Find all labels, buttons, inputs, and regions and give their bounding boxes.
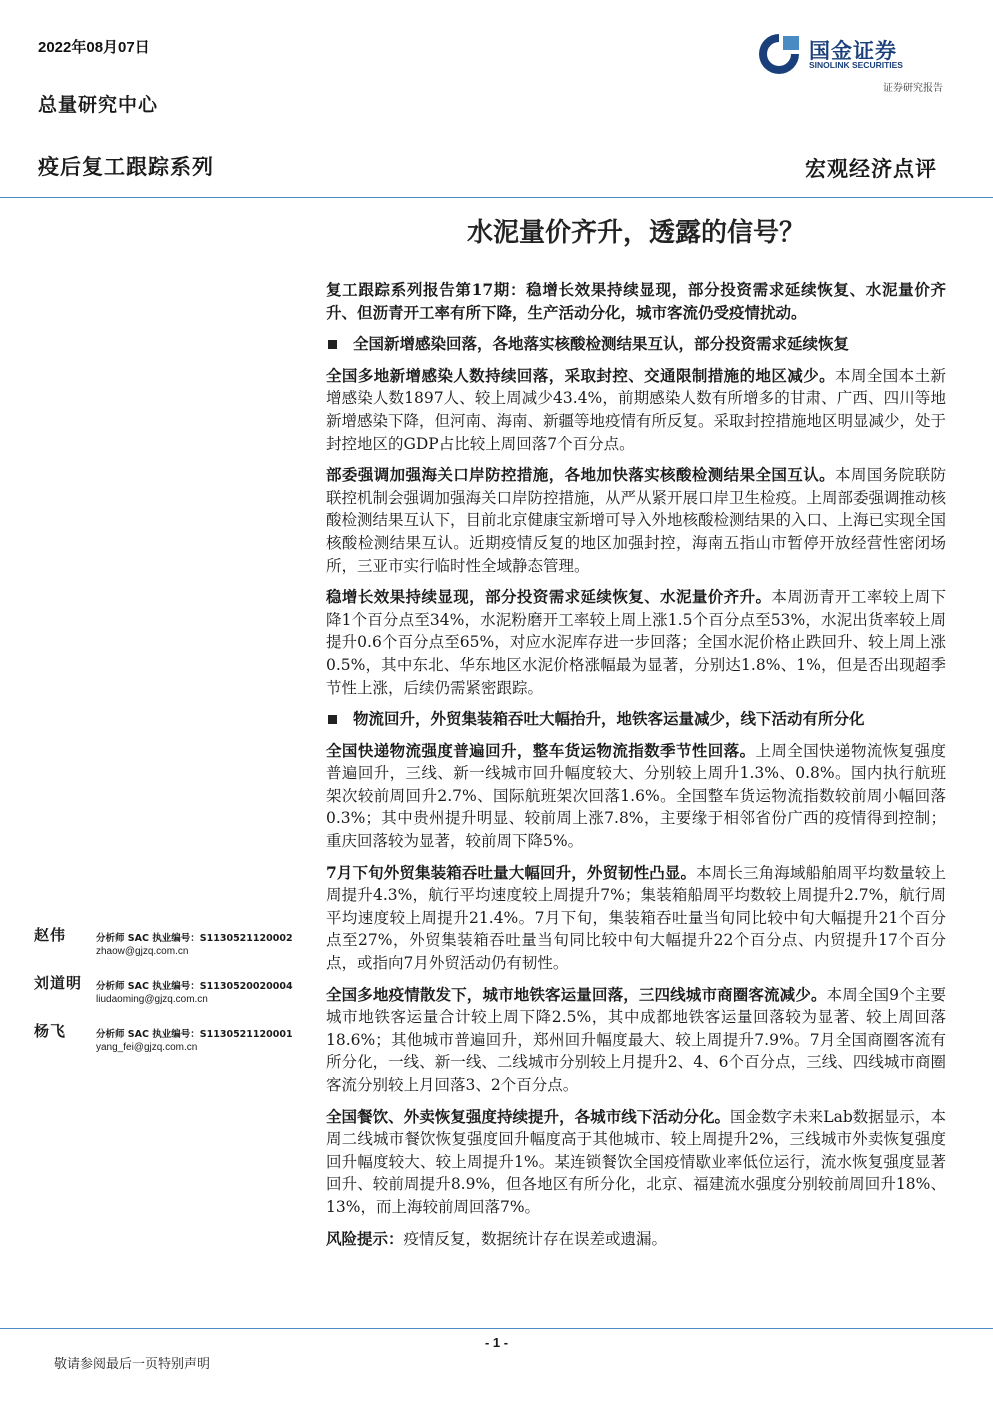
analyst-entry <box>34 1020 314 1068</box>
report-title: 水泥量价齐升，透露的信号？ <box>466 218 805 248</box>
section-heading-text: 全国新增感染回落，各地落实核酸检测结果互认，部分投资需求延续恢复 <box>353 334 850 354</box>
footer-rule <box>0 1328 993 1329</box>
report-type: 证券研究报告 <box>883 83 943 94</box>
analyst-name: 赵伟 <box>34 926 67 944</box>
paragraph <box>326 586 946 699</box>
paragraph-lead: 稳增长效果持续显现，部分投资需求延续恢复、水泥量价齐升。 <box>326 587 772 607</box>
section-heading-text: 物流回升，外贸集装箱吞吐大幅抬升，地铁客运量减少，线下活动有所分化 <box>353 709 865 729</box>
analyst-email[interactable]: yang_fei@gjzq.com.cn <box>96 1042 198 1053</box>
analyst-name: 杨飞 <box>34 1022 67 1040</box>
analyst-email[interactable]: zhaow@gjzq.com.cn <box>96 946 189 957</box>
disclaimer-note: 敬请参阅最后一页特别声明 <box>54 1357 211 1372</box>
report-body <box>326 279 946 1259</box>
paragraph-text: 本周国务院联防联控机制会强调加强海关口岸防控措施，从严从紧开展口岸卫生检疫。上周部委强调推动核酸检测结果互认下，目前北京健康宝新增可导入外地核酸检测结果的入口、上海已实现全国核酸检测结果互认。近期疫情反复的地区加强封控，海南五指山市暂停开放经营性密闭场所，三亚市实行临时性全域静态管理。 <box>326 466 947 575</box>
paragraph-text: 本周全国9个主要城市地铁客运量合计较上周下降2.5%，其中成都地铁客运量回落较为显著、较上周回落18.6%；其他城市普遍回升，郑州回升幅度最大、较上周提升7.9%。7月全国商圈客流有所分化，一线、新一线、二线城市分别较上月提升2、4、6个百分点，三线、四线城市商圈客流分别较上月回落3、2个百分点。 <box>326 985 946 1094</box>
logo-mark-icon <box>757 32 803 76</box>
analyst-cert: 分析师 SAC 执业编号：S1130520020004 <box>96 981 293 992</box>
logo-text-cn: 国金证券 <box>809 39 897 63</box>
paragraph <box>326 740 946 853</box>
paragraph-lead: 部委强调加强海关口岸防控措施，各地加快落实核酸检测结果全国互认。 <box>326 465 836 485</box>
square-bullet-icon <box>328 340 337 349</box>
header-rule <box>0 197 993 198</box>
risk-warning <box>326 1228 946 1251</box>
paragraph <box>326 984 946 1097</box>
paragraph-text: 上周全国快递物流恢复强度普遍回升，三线、新一线城市回升幅度较大、分别较上周升1.3%、0.8%。国内执行航班架次较前周回升2.7%、国际航班架次回落1.6%。全国整车货运物流指数较前周小幅回落0.3%；其中贵州提升明显、较前周上涨7.8%，主要缘于相邻省份广西的疫情得到控制；重庆回落较为显著，较前周下降5%。 <box>326 741 946 851</box>
analyst-entry <box>34 972 314 1020</box>
paragraph-lead: 全国多地疫情散发下，城市地铁客运量回落，三四线城市商圈客流减少。 <box>326 984 827 1004</box>
paragraph-text: 本周全国本土新增感染人数1897人、较上周减少43.4%，前期感染人数有所增多的甘肃、广西、四川等地新增感染下降，但河南、海南、新疆等地疫情有所反复。采取封控措施地区明显减少，处于封控地区的GDP占比较上周回落7个百分点。 <box>326 366 947 453</box>
paragraph <box>326 862 946 975</box>
paragraph-text: 本周沥青开工率较上周下降1个百分点至34%，水泥粉磨开工率较上周上涨1.5个百分点至53%，水泥出货率较上周提升0.6个百分点至65%，对应水泥库存进一步回落；全国水泥价格止跌回升、较上周上涨0.5%，其中东北、华东地区水泥价格涨幅最为显著，分别达1.8%、1%，但是否出现超季节性上涨，后续仍需紧密跟踪。 <box>326 588 946 697</box>
risk-text: 疫情反复，数据统计存在误差或遗漏。 <box>403 1229 668 1248</box>
analyst-cert: 分析师 SAC 执业编号：S1130521120001 <box>96 1029 293 1040</box>
series-name: 疫后复工跟踪系列 <box>38 154 214 179</box>
section-heading <box>326 333 946 356</box>
analyst-list <box>34 924 314 1068</box>
paragraph <box>326 464 946 577</box>
paragraph-text: 国金数字未来Lab数据显示，本周二线城市餐饮恢复强度回升幅度高于其他城市、较上周提升2%，三线城市外卖恢复强度回升幅度较大、较上周提升1%。某连锁餐饮全国疫情歇业率低位运行，流水恢复强度显著回升、较前周提升8.9%，但各地区有所分化，北京、福建流水强度分别较前周回升18%、13%，而上海较前周回落7%。 <box>326 1107 946 1216</box>
paragraph-text: 本周长三角海域船舶周平均数量较上周提升4.3%，航行平均速度较上周提升7%；集装箱船周平均数较上周提升2.7%，航行周平均速度较上周提升21.4%。7月下旬，集装箱吞吐量当旬同比较中旬大幅提升21个百分点至27%，外贸集装箱吞吐量当旬同比较中旬大幅提升22个百分点、内贸提升17个百分点，或指向7月外贸活动仍有韧性。 <box>326 863 946 973</box>
company-logo <box>757 32 947 76</box>
report-date: 2022年08月07日 <box>38 39 150 56</box>
paragraph-lead: 全国餐饮、外卖恢复强度持续提升，各城市线下活动分化。 <box>326 1106 731 1126</box>
paragraph-lead: 全国快递物流强度普遍回升，整车货运物流指数季节性回落。 <box>326 740 756 760</box>
paragraph-lead: 全国多地新增感染人数持续回落，采取封控、交通限制措施的地区减少。 <box>326 365 836 385</box>
risk-label: 风险提示： <box>326 1228 404 1248</box>
paragraph <box>326 365 946 455</box>
analyst-email[interactable]: liudaoming@gjzq.com.cn <box>96 994 208 1005</box>
report-category: 宏观经济点评 <box>805 156 937 181</box>
analyst-cert: 分析师 SAC 执业编号：S1130521120002 <box>96 933 293 944</box>
page-number: - 1 - <box>484 1335 509 1350</box>
paragraph <box>326 1106 946 1219</box>
lead-paragraph: 复工跟踪系列报告第17期：稳增长效果持续显现，部分投资需求延续恢复、水泥量价齐升、但沥青开工率有所下降，生产活动分化，城市客流仍受疫情扰动。 <box>326 280 946 322</box>
square-bullet-icon <box>328 715 337 724</box>
analyst-entry <box>34 924 314 972</box>
logo-text-en: SINOLINK SECURITIES <box>809 60 903 70</box>
section-heading <box>326 708 946 731</box>
department-name: 总量研究中心 <box>38 94 159 116</box>
paragraph-lead: 7月下旬外贸集装箱吞吐量大幅回升，外贸韧性凸显。 <box>326 862 697 882</box>
analyst-name: 刘道明 <box>34 974 83 992</box>
